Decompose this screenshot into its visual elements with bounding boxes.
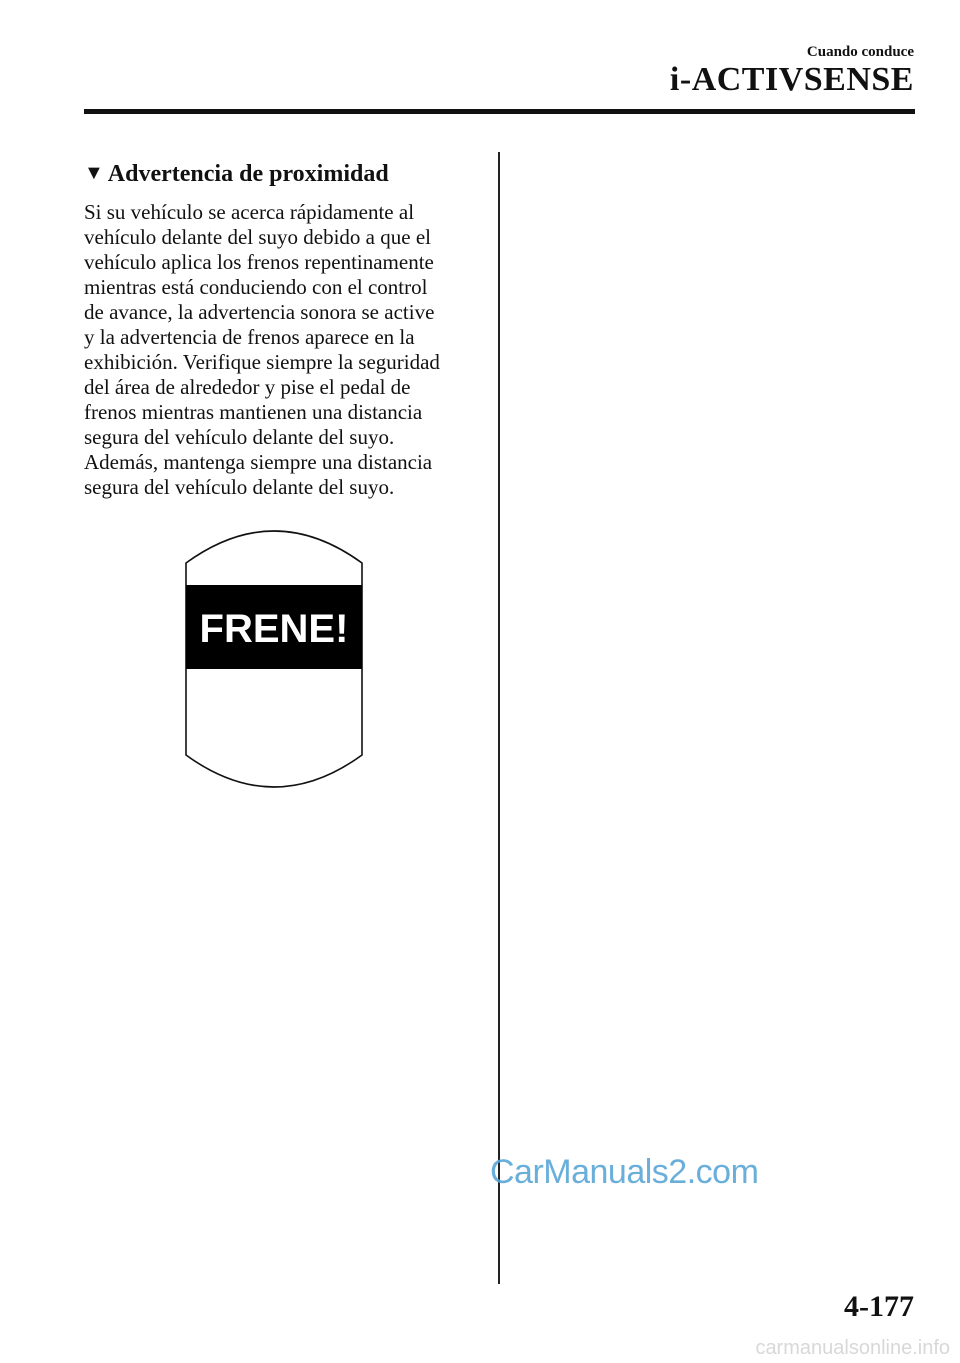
warning-text: FRENE! bbox=[199, 607, 349, 651]
page-number: 4-177 bbox=[844, 1290, 914, 1323]
header-chapter-title: i-ACTIVSENSE bbox=[669, 61, 914, 98]
body-line: segura del vehículo delante del suyo. bbox=[84, 475, 395, 499]
triangle-down-icon: ▼ bbox=[84, 162, 104, 184]
header-section-label: Cuando conduce bbox=[806, 44, 914, 60]
brake-warning-display bbox=[184, 523, 364, 795]
body-line: mientras está conduciendo con el control bbox=[84, 275, 428, 299]
body-line: segura del vehículo delante del suyo. bbox=[84, 425, 395, 449]
watermark: CarManuals2.com bbox=[490, 1153, 759, 1191]
body-line: vehículo delante del suyo debido a que el bbox=[84, 225, 431, 249]
body-line: frenos mientras mantienen una distancia bbox=[84, 400, 423, 424]
section-heading-text: Advertencia de proximidad bbox=[107, 161, 389, 187]
body-line: de avance, la advertencia sonora se active bbox=[84, 300, 435, 324]
footer-site-watermark: carmanualsonline.info bbox=[755, 1337, 950, 1359]
body-line: Si su vehículo se acerca rápidamente al bbox=[84, 200, 415, 224]
body-line: Además, mantenga siempre una distancia bbox=[84, 450, 433, 474]
body-line: y la advertencia de frenos aparece en la bbox=[84, 325, 415, 349]
body-line: exhibición. Verifique siempre la seguridad bbox=[84, 350, 440, 374]
body-line: vehículo aplica los frenos repentinamente bbox=[84, 250, 434, 274]
column-divider bbox=[498, 152, 500, 1284]
body-paragraph bbox=[84, 200, 484, 500]
header-rule bbox=[84, 109, 915, 114]
section-heading bbox=[84, 155, 389, 192]
body-line: del área de alrededor y pise el pedal de bbox=[84, 375, 411, 399]
